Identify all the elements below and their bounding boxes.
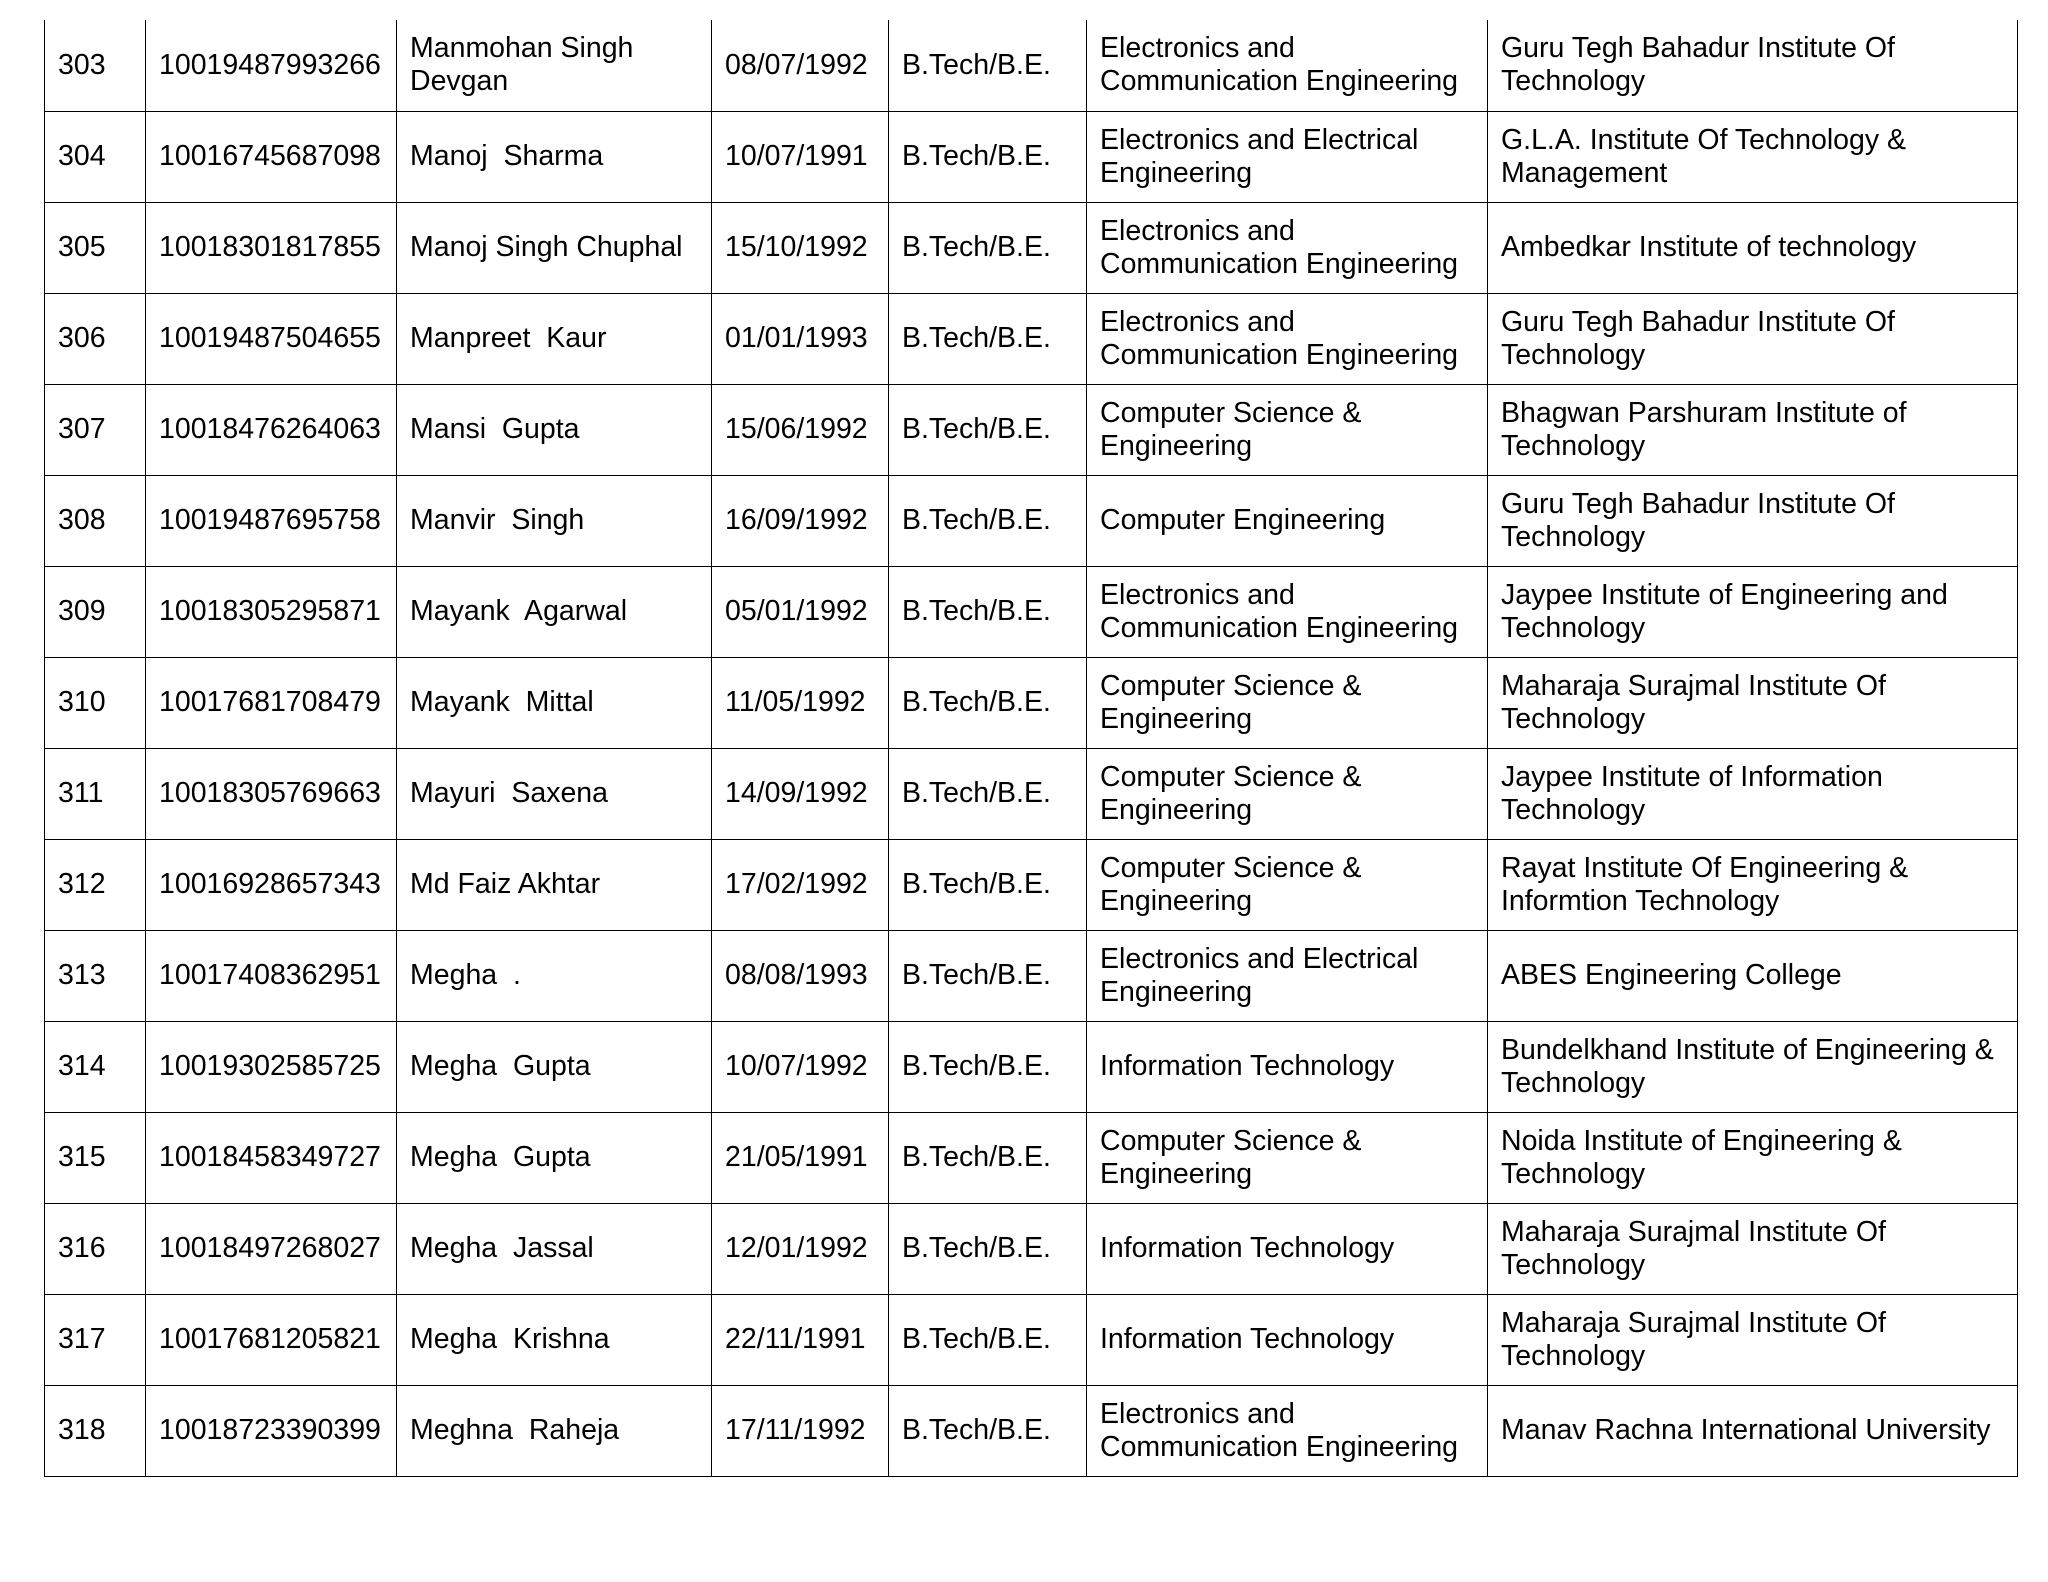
date-of-birth-cell: 12/01/1992	[712, 1203, 889, 1294]
candidate-name-cell: Mayank Mittal	[397, 657, 712, 748]
college-cell: Guru Tegh Bahadur Institute Of Technology	[1488, 293, 2018, 384]
candidate-name-cell: Meghna Raheja	[397, 1385, 712, 1476]
table-row	[45, 1294, 2018, 1385]
table-row	[45, 20, 2018, 111]
college-cell: Noida Institute of Engineering & Technology	[1488, 1112, 2018, 1203]
college-cell: Maharaja Surajmal Institute Of Technology	[1488, 1294, 2018, 1385]
candidate-name-cell: Manoj Singh Chuphal	[397, 202, 712, 293]
date-of-birth-cell: 17/02/1992	[712, 839, 889, 930]
date-of-birth-cell: 15/10/1992	[712, 202, 889, 293]
registration-number-cell: 10017408362951	[146, 930, 397, 1021]
candidate-name-cell: Megha .	[397, 930, 712, 1021]
table-row	[45, 384, 2018, 475]
registration-number-cell: 10018723390399	[146, 1385, 397, 1476]
college-cell: Jaypee Institute of Engineering and Technology	[1488, 566, 2018, 657]
degree-cell: B.Tech/B.E.	[889, 20, 1087, 111]
college-cell: ABES Engineering College	[1488, 930, 2018, 1021]
branch-cell: Computer Science & Engineering	[1087, 839, 1488, 930]
serial-number-cell: 315	[45, 1112, 146, 1203]
candidate-table	[44, 20, 2018, 1477]
degree-cell: B.Tech/B.E.	[889, 475, 1087, 566]
serial-number-cell: 318	[45, 1385, 146, 1476]
serial-number-cell: 309	[45, 566, 146, 657]
table-row	[45, 475, 2018, 566]
branch-cell: Computer Science & Engineering	[1087, 1112, 1488, 1203]
branch-cell: Electronics and Communication Engineering	[1087, 202, 1488, 293]
branch-cell: Electronics and Electrical Engineering	[1087, 111, 1488, 202]
registration-number-cell: 10016928657343	[146, 839, 397, 930]
degree-cell: B.Tech/B.E.	[889, 657, 1087, 748]
candidate-name-cell: Manvir Singh	[397, 475, 712, 566]
table-row	[45, 657, 2018, 748]
date-of-birth-cell: 08/08/1993	[712, 930, 889, 1021]
college-cell: Rayat Institute Of Engineering & Informtion Technology	[1488, 839, 2018, 930]
candidate-name-cell: Md Faiz Akhtar	[397, 839, 712, 930]
registration-number-cell: 10018458349727	[146, 1112, 397, 1203]
branch-cell: Electronics and Communication Engineering	[1087, 293, 1488, 384]
candidate-name-cell: Megha Jassal	[397, 1203, 712, 1294]
degree-cell: B.Tech/B.E.	[889, 1203, 1087, 1294]
branch-cell: Electronics and Communication Engineering	[1087, 1385, 1488, 1476]
registration-number-cell: 10019302585725	[146, 1021, 397, 1112]
serial-number-cell: 314	[45, 1021, 146, 1112]
table-row	[45, 202, 2018, 293]
serial-number-cell: 311	[45, 748, 146, 839]
registration-number-cell: 10017681205821	[146, 1294, 397, 1385]
branch-cell: Information Technology	[1087, 1021, 1488, 1112]
degree-cell: B.Tech/B.E.	[889, 1021, 1087, 1112]
registration-number-cell: 10019487504655	[146, 293, 397, 384]
date-of-birth-cell: 14/09/1992	[712, 748, 889, 839]
degree-cell: B.Tech/B.E.	[889, 748, 1087, 839]
college-cell: Manav Rachna International University	[1488, 1385, 2018, 1476]
branch-cell: Computer Engineering	[1087, 475, 1488, 566]
registration-number-cell: 10016745687098	[146, 111, 397, 202]
registration-number-cell: 10018301817855	[146, 202, 397, 293]
candidate-name-cell: Manmohan Singh Devgan	[397, 20, 712, 111]
candidate-name-cell: Megha Gupta	[397, 1021, 712, 1112]
table-row	[45, 930, 2018, 1021]
table-row	[45, 1112, 2018, 1203]
branch-cell: Computer Science & Engineering	[1087, 748, 1488, 839]
serial-number-cell: 303	[45, 20, 146, 111]
college-cell: Jaypee Institute of Information Technology	[1488, 748, 2018, 839]
registration-number-cell: 10019487695758	[146, 475, 397, 566]
date-of-birth-cell: 05/01/1992	[712, 566, 889, 657]
table-row	[45, 293, 2018, 384]
registration-number-cell: 10018305295871	[146, 566, 397, 657]
college-cell: G.L.A. Institute Of Technology & Management	[1488, 111, 2018, 202]
branch-cell: Electronics and Electrical Engineering	[1087, 930, 1488, 1021]
registration-number-cell: 10018476264063	[146, 384, 397, 475]
branch-cell: Computer Science & Engineering	[1087, 657, 1488, 748]
serial-number-cell: 317	[45, 1294, 146, 1385]
degree-cell: B.Tech/B.E.	[889, 111, 1087, 202]
date-of-birth-cell: 08/07/1992	[712, 20, 889, 111]
date-of-birth-cell: 10/07/1991	[712, 111, 889, 202]
registration-number-cell: 10018497268027	[146, 1203, 397, 1294]
table-row	[45, 839, 2018, 930]
table-row	[45, 1385, 2018, 1476]
college-cell: Bundelkhand Institute of Engineering & Technology	[1488, 1021, 2018, 1112]
table-row	[45, 1021, 2018, 1112]
degree-cell: B.Tech/B.E.	[889, 1112, 1087, 1203]
registration-number-cell: 10017681708479	[146, 657, 397, 748]
table-body	[45, 20, 2018, 1476]
candidate-name-cell: Manoj Sharma	[397, 111, 712, 202]
serial-number-cell: 304	[45, 111, 146, 202]
date-of-birth-cell: 16/09/1992	[712, 475, 889, 566]
table-row	[45, 1203, 2018, 1294]
candidate-name-cell: Mansi Gupta	[397, 384, 712, 475]
college-cell: Bhagwan Parshuram Institute of Technology	[1488, 384, 2018, 475]
registration-number-cell: 10018305769663	[146, 748, 397, 839]
degree-cell: B.Tech/B.E.	[889, 566, 1087, 657]
degree-cell: B.Tech/B.E.	[889, 839, 1087, 930]
date-of-birth-cell: 22/11/1991	[712, 1294, 889, 1385]
date-of-birth-cell: 10/07/1992	[712, 1021, 889, 1112]
candidate-name-cell: Mayank Agarwal	[397, 566, 712, 657]
serial-number-cell: 306	[45, 293, 146, 384]
degree-cell: B.Tech/B.E.	[889, 930, 1087, 1021]
branch-cell: Computer Science & Engineering	[1087, 384, 1488, 475]
serial-number-cell: 310	[45, 657, 146, 748]
college-cell: Guru Tegh Bahadur Institute Of Technology	[1488, 475, 2018, 566]
degree-cell: B.Tech/B.E.	[889, 293, 1087, 384]
serial-number-cell: 312	[45, 839, 146, 930]
date-of-birth-cell: 01/01/1993	[712, 293, 889, 384]
date-of-birth-cell: 11/05/1992	[712, 657, 889, 748]
degree-cell: B.Tech/B.E.	[889, 1385, 1087, 1476]
candidate-name-cell: Megha Krishna	[397, 1294, 712, 1385]
serial-number-cell: 316	[45, 1203, 146, 1294]
candidate-name-cell: Megha Gupta	[397, 1112, 712, 1203]
degree-cell: B.Tech/B.E.	[889, 202, 1087, 293]
college-cell: Maharaja Surajmal Institute Of Technology	[1488, 657, 2018, 748]
date-of-birth-cell: 17/11/1992	[712, 1385, 889, 1476]
branch-cell: Electronics and Communication Engineering	[1087, 20, 1488, 111]
serial-number-cell: 307	[45, 384, 146, 475]
college-cell: Maharaja Surajmal Institute Of Technology	[1488, 1203, 2018, 1294]
table-row	[45, 748, 2018, 839]
college-cell: Ambedkar Institute of technology	[1488, 202, 2018, 293]
serial-number-cell: 313	[45, 930, 146, 1021]
table-row	[45, 111, 2018, 202]
branch-cell: Information Technology	[1087, 1294, 1488, 1385]
branch-cell: Information Technology	[1087, 1203, 1488, 1294]
serial-number-cell: 308	[45, 475, 146, 566]
serial-number-cell: 305	[45, 202, 146, 293]
date-of-birth-cell: 21/05/1991	[712, 1112, 889, 1203]
candidate-name-cell: Mayuri Saxena	[397, 748, 712, 839]
table-row	[45, 566, 2018, 657]
college-cell: Guru Tegh Bahadur Institute Of Technology	[1488, 20, 2018, 111]
degree-cell: B.Tech/B.E.	[889, 1294, 1087, 1385]
degree-cell: B.Tech/B.E.	[889, 384, 1087, 475]
candidate-name-cell: Manpreet Kaur	[397, 293, 712, 384]
date-of-birth-cell: 15/06/1992	[712, 384, 889, 475]
branch-cell: Electronics and Communication Engineering	[1087, 566, 1488, 657]
registration-number-cell: 10019487993266	[146, 20, 397, 111]
